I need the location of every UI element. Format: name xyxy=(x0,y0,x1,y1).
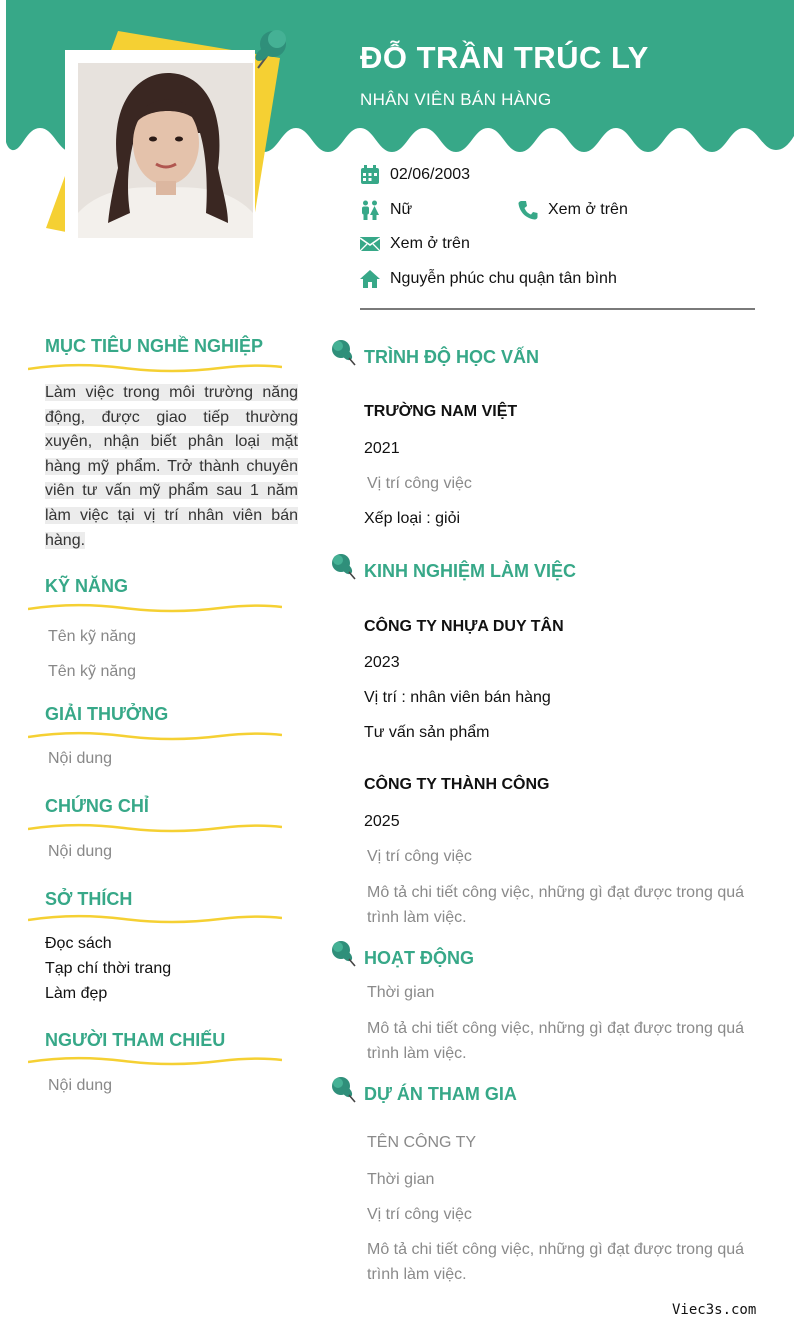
job-year: 2025 xyxy=(364,813,400,830)
pushpin-icon xyxy=(330,1075,356,1103)
info-gender xyxy=(360,200,412,220)
wave-divider xyxy=(28,363,282,373)
job-company: CÔNG TY NHỰA DUY TÂN xyxy=(364,618,564,635)
info-divider xyxy=(360,308,755,310)
wave-divider xyxy=(28,823,282,833)
info-phone xyxy=(518,200,628,220)
home-icon xyxy=(360,269,380,289)
references-text: Nội dung xyxy=(48,1077,113,1094)
mail-icon xyxy=(360,234,380,254)
info-email xyxy=(360,234,470,254)
education-title: TRÌNH ĐỘ HỌC VẤN xyxy=(364,347,539,367)
pushpin-icon xyxy=(330,939,356,967)
skills-title: KỸ NĂNG xyxy=(45,576,129,596)
hobbies-title: SỞ THÍCH xyxy=(45,889,133,909)
job-description: Mô tả chi tiết công việc, những gì đạt được trong quá trình làm việc. xyxy=(367,884,745,926)
skill-item: Tên kỹ năng xyxy=(48,628,137,645)
candidate-job-title: NHÂN VIÊN BÁN HÀNG xyxy=(360,90,552,109)
phone-icon xyxy=(518,200,538,220)
wave-divider xyxy=(28,914,282,924)
wave-divider xyxy=(28,603,282,613)
certificates-title: CHỨNG CHỈ xyxy=(45,796,149,816)
gender-icon xyxy=(360,200,380,220)
birthday-value: 02/06/2003 xyxy=(390,166,471,183)
education-grade: Xếp loại : giỏi xyxy=(364,510,461,527)
certificates-text: Nội dung xyxy=(48,843,113,860)
references-title: NGƯỜI THAM CHIẾU xyxy=(45,1030,226,1050)
pushpin-icon xyxy=(330,338,356,366)
objective-text: Làm việc trong môi trường năng động, được giao tiếp thường xuyên, nhận biết phân loại mặt hàng mỹ phẩm. Trở thành chuyên viên tư vấn mỹ phẩm sau 1 năm làm việc tại vị trí nhân viên bán hàng. xyxy=(45,384,298,549)
email-value: Xem ở trên xyxy=(390,235,470,252)
education-year: 2021 xyxy=(364,440,400,457)
project-time: Thời gian xyxy=(367,1171,435,1188)
candidate-name: ĐỖ TRẦN TRÚC LY xyxy=(360,40,649,75)
projects-title: DỰ ÁN THAM GIA xyxy=(364,1084,517,1104)
job-company: CÔNG TY THÀNH CÔNG xyxy=(364,776,550,793)
pushpin-icon xyxy=(330,552,356,580)
calendar-icon xyxy=(360,165,380,185)
avatar xyxy=(78,63,253,238)
objective-title: MỤC TIÊU NGHỀ NGHIỆP xyxy=(45,336,264,356)
job-description: Tư vấn sản phẩm xyxy=(364,724,490,741)
watermark: Viec3s.com xyxy=(672,1302,757,1318)
job-position: Vị trí công việc xyxy=(367,848,472,865)
project-position: Vị trí công việc xyxy=(367,1206,472,1223)
info-address xyxy=(360,269,617,289)
info-birthday xyxy=(360,165,470,185)
awards-title: GIẢI THƯỞNG xyxy=(45,704,169,724)
skill-item: Tên kỹ năng xyxy=(48,663,137,680)
hobby-item: Làm đẹp xyxy=(45,985,108,1002)
activities-time: Thời gian xyxy=(367,984,435,1001)
gender-value: Nữ xyxy=(390,201,413,218)
awards-text: Nội dung xyxy=(48,750,113,767)
activities-description: Mô tả chi tiết công việc, những gì đạt được trong quá trình làm việc. xyxy=(367,1020,745,1062)
pushpin-icon xyxy=(248,24,292,74)
experience-title: KINH NGHIỆM LÀM VIỆC xyxy=(364,561,577,581)
job-year: 2023 xyxy=(364,654,400,671)
address-value: Nguyễn phúc chu quận tân bình xyxy=(390,270,617,287)
hobby-item: Đọc sách xyxy=(45,935,112,952)
project-company: TÊN CÔNG TY xyxy=(367,1134,477,1151)
wave-divider xyxy=(28,1056,282,1066)
wave-divider xyxy=(28,731,282,741)
education-school: TRƯỜNG NAM VIỆT xyxy=(364,403,518,420)
education-position: Vị trí công việc xyxy=(367,475,472,492)
phone-value: Xem ở trên xyxy=(548,201,628,218)
job-position: Vị trí : nhân viên bán hàng xyxy=(364,689,551,706)
project-description: Mô tả chi tiết công việc, những gì đạt được trong quá trình làm việc. xyxy=(367,1241,745,1283)
activities-title: HOẠT ĐỘNG xyxy=(364,948,474,968)
hobby-item: Tạp chí thời trang xyxy=(45,960,172,977)
